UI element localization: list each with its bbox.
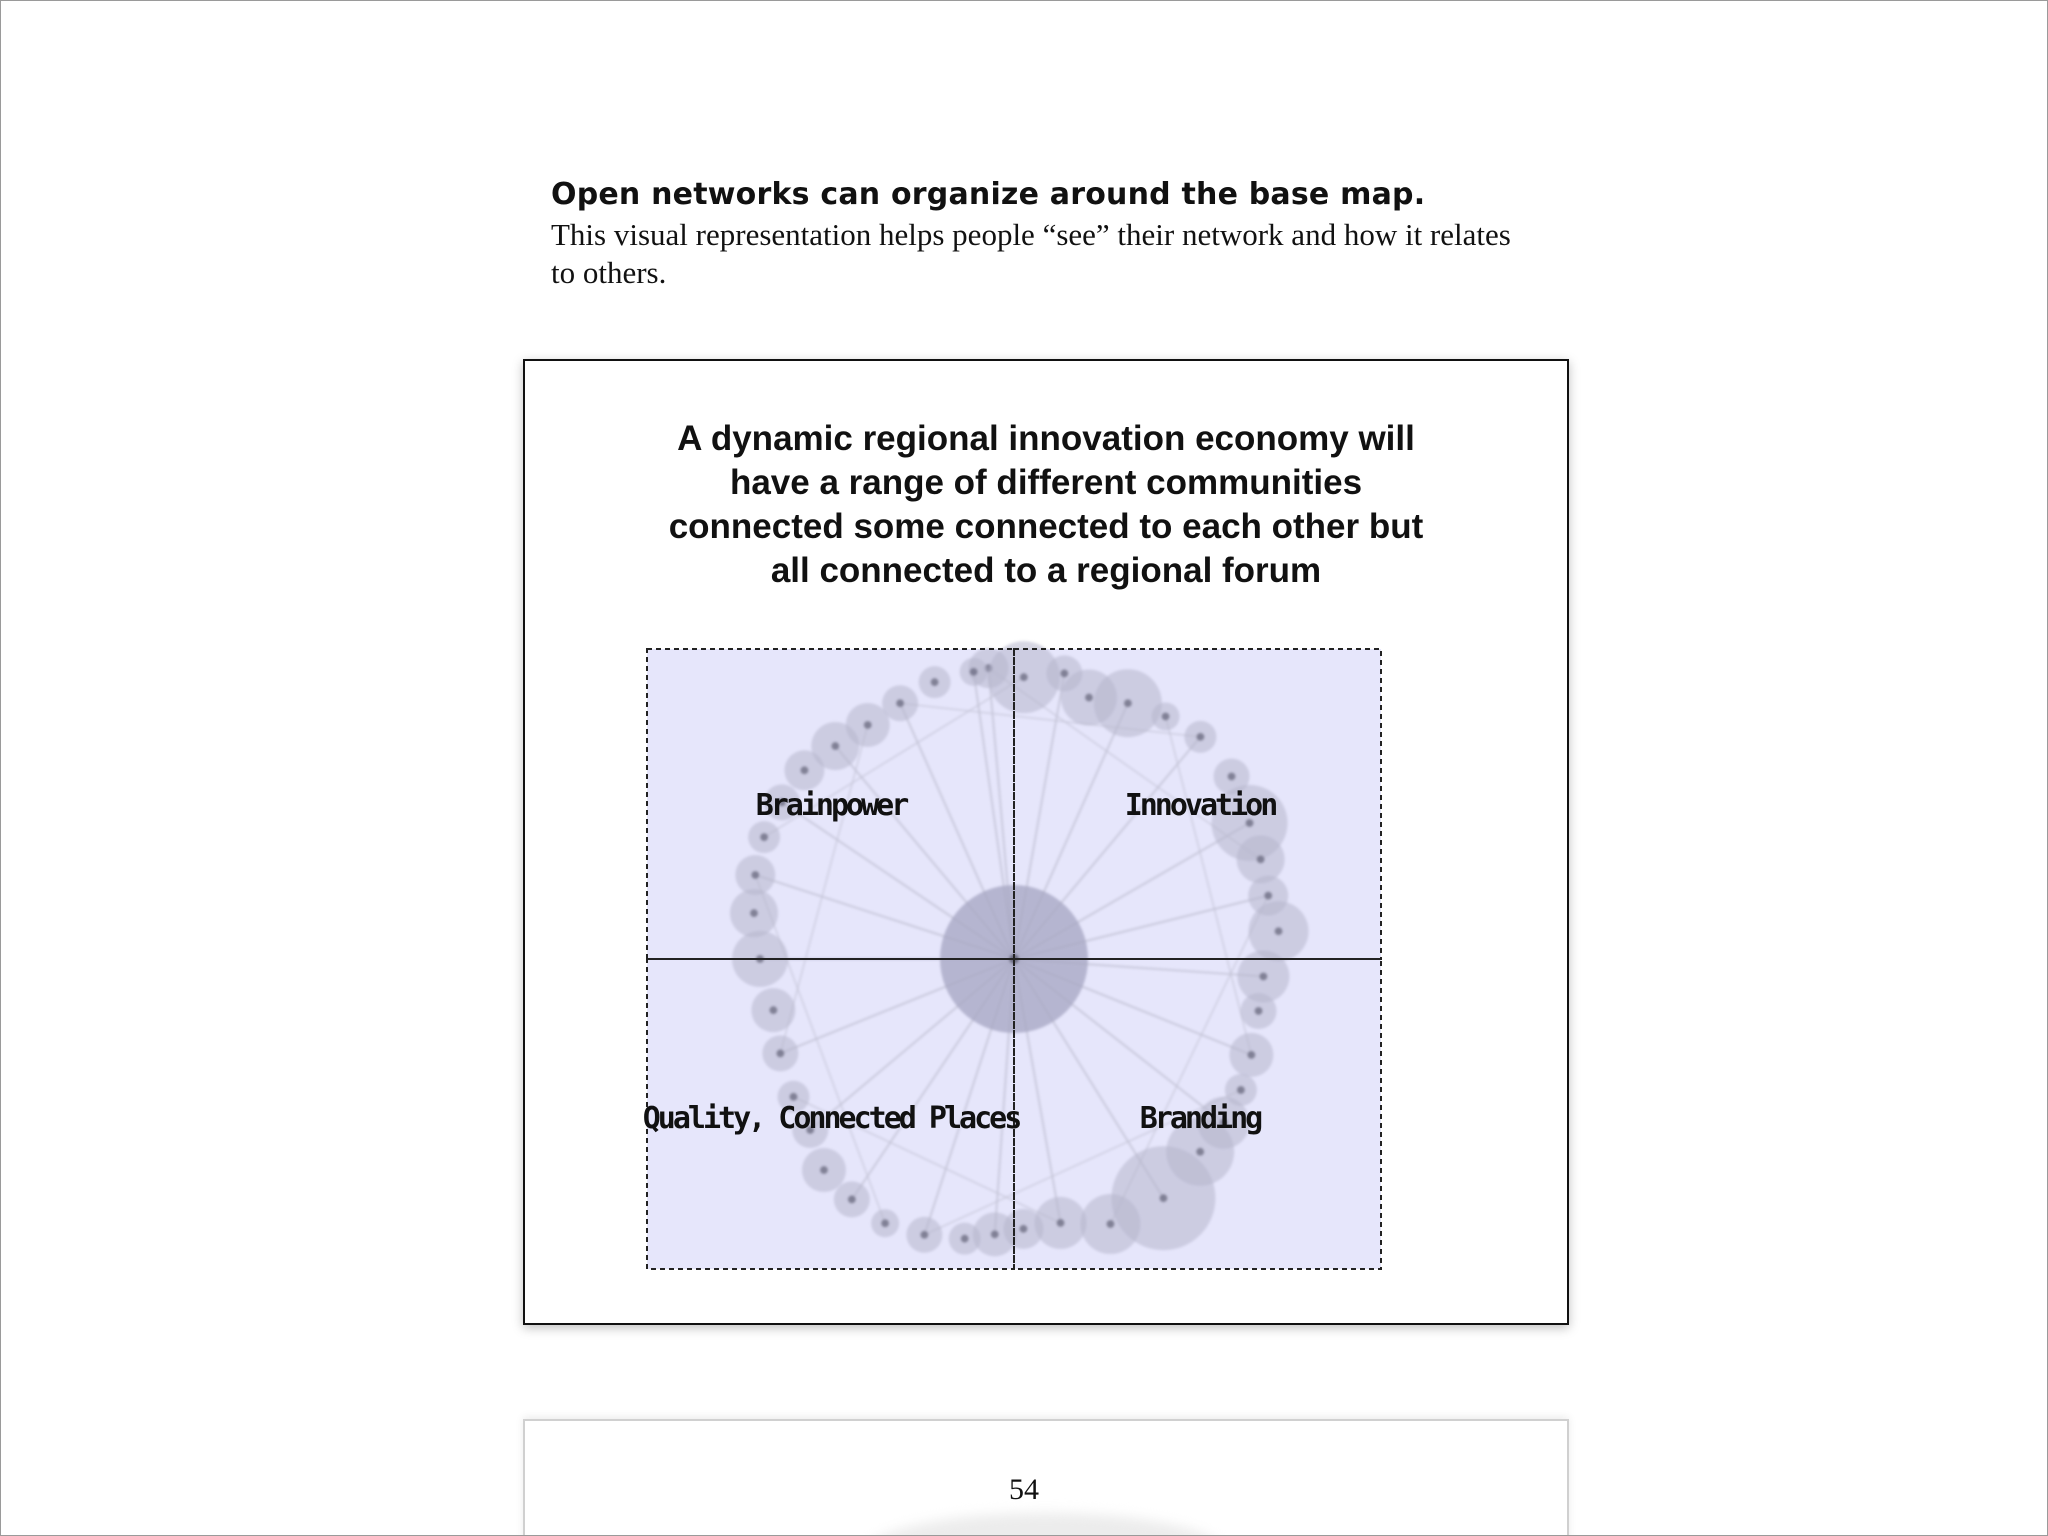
quadrant-label-quality-connected-places: Quality, Connected Places [642, 1101, 1020, 1136]
network-node-dot [1275, 927, 1283, 935]
network-node-dot [776, 1049, 784, 1057]
network-node-dot [790, 1093, 798, 1101]
network-node-dot [1159, 1194, 1167, 1202]
page-number: 54 [1009, 1473, 1039, 1506]
network-node-dot [1085, 694, 1093, 702]
slide-title-line: A dynamic regional innovation economy will [677, 419, 1415, 458]
slide-thumbnail [523, 359, 1569, 1325]
network-node-dot [1124, 699, 1132, 707]
network-node-dot [848, 1195, 856, 1203]
network-node-dot [920, 1231, 928, 1239]
network-node-dot [1060, 669, 1068, 677]
network-node-dot [800, 766, 808, 774]
network-node-dot [1019, 1225, 1027, 1233]
next-slide-graphic [865, 1513, 1225, 1536]
network-node-dot [1228, 772, 1236, 780]
network-node-dot [760, 833, 768, 841]
network-node-dot [1237, 1086, 1245, 1094]
network-node-dot [820, 1166, 828, 1174]
network-node-dot [991, 1230, 999, 1238]
network-node-dot [1247, 1051, 1255, 1059]
network-node-dot [1257, 855, 1265, 863]
network-node-dot [864, 721, 872, 729]
network-node-dot [1259, 972, 1267, 980]
intro-heading: Open networks can organize around the base map. [551, 177, 1426, 212]
slide-title-line: all connected to a regional forum [770, 551, 1322, 590]
network-node-dot [769, 1006, 777, 1014]
network-node-dot [1020, 673, 1028, 681]
intro-section [551, 177, 1531, 292]
network-node-dot [961, 1235, 969, 1243]
network-node-dot [831, 742, 839, 750]
network-node-dot [1196, 1148, 1204, 1156]
quadrant-label-innovation: Innovation [1124, 788, 1276, 823]
network-node-dot [931, 678, 939, 686]
network-node-dot [1196, 733, 1204, 741]
slide-title-line: connected some connected to each other but [668, 507, 1424, 546]
network-node-dot [1255, 1007, 1263, 1015]
network-node-dot [1057, 1219, 1065, 1227]
network-node-dot [750, 909, 758, 917]
quadrant-label-branding: Branding [1139, 1101, 1261, 1136]
network-node-dot [970, 668, 978, 676]
network-node-dot [1264, 892, 1272, 900]
quadrant-label-brainpower: Brainpower [755, 788, 907, 823]
network-node-dot [751, 871, 759, 879]
network-node-dot [881, 1219, 889, 1227]
intro-body: This visual representation helps people “see” their network and how it relates to others. [551, 217, 1511, 290]
network-node-dot [1162, 712, 1170, 720]
slide-title-line: have a range of different communities [729, 463, 1363, 502]
network-node-dot [1106, 1220, 1114, 1228]
network-node-dot [896, 699, 904, 707]
network-quadrant-diagram [525, 361, 1567, 1323]
